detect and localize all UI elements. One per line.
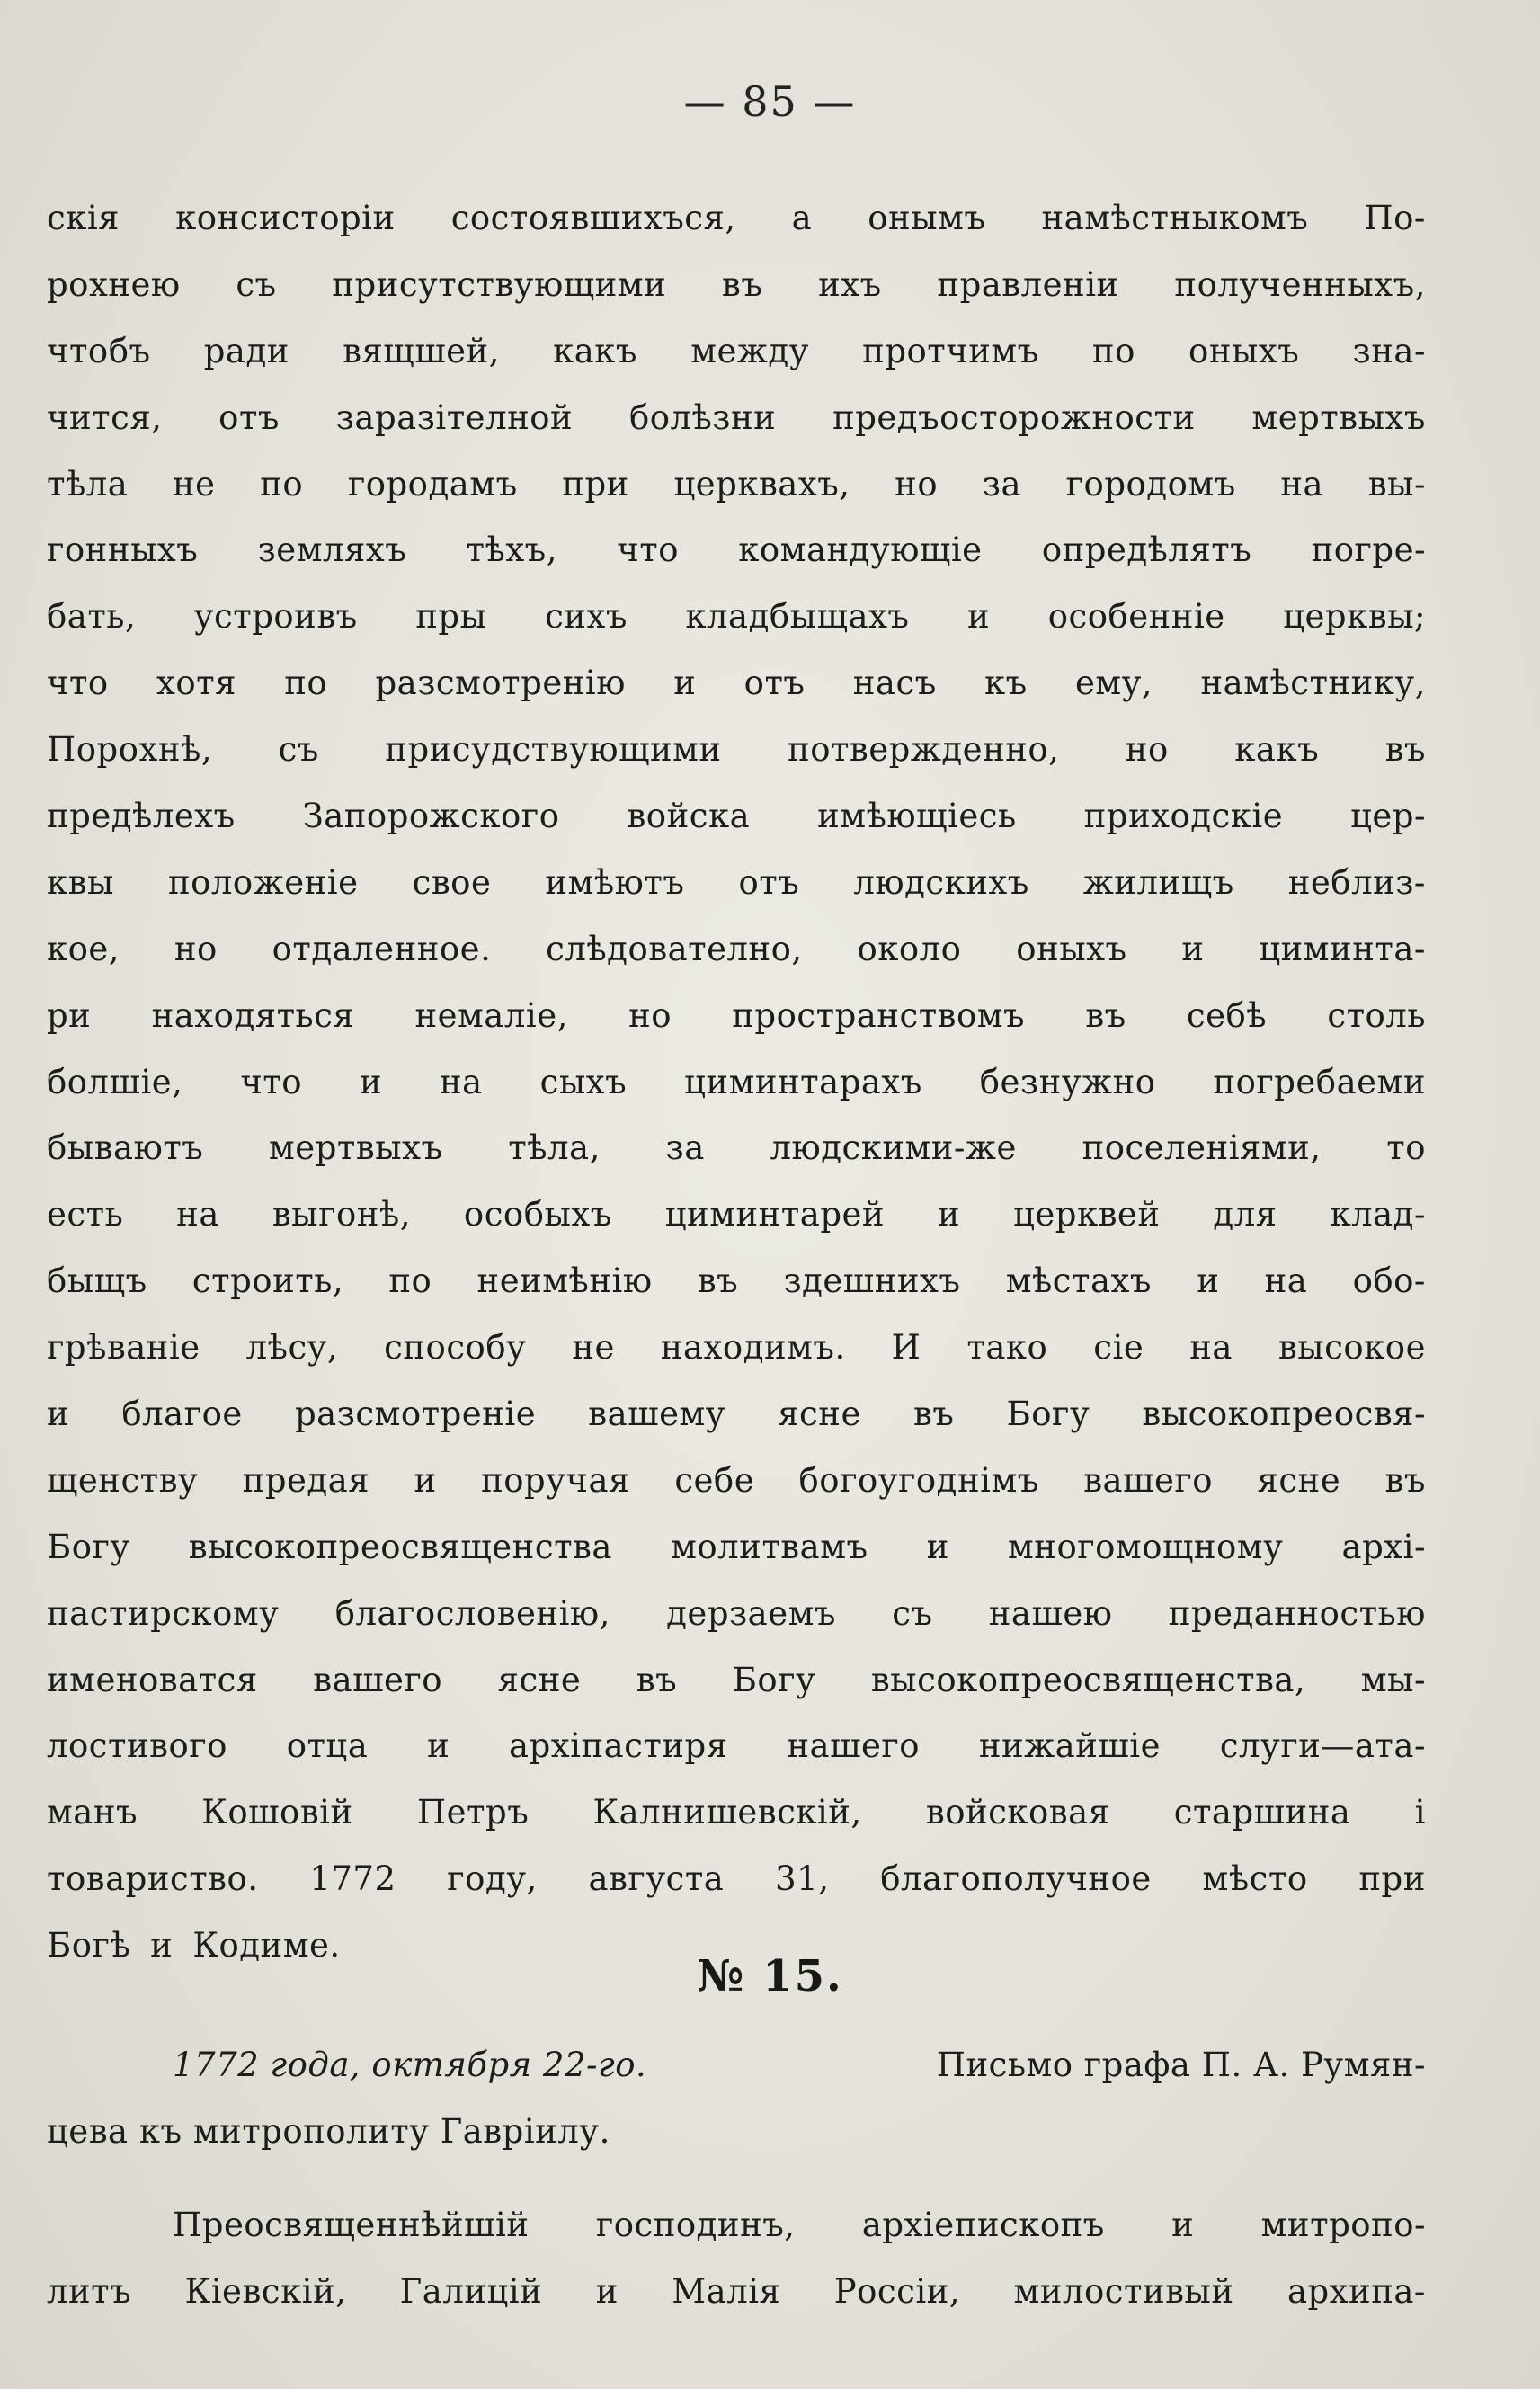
body-line: пастирскому благословенію, дерзаемъ съ нашею преданностью: [47, 1593, 1426, 1633]
body-line: Богу высокопреосвященства молитвамъ и многомощному архі-: [47, 1527, 1426, 1566]
body-line: болшіе, что и на сыхъ циминтарахъ безнужно погребаеми: [47, 1062, 1426, 1101]
body-line: Богѣ и Кодиме.: [47, 1926, 341, 1966]
body-line: тѣла не по городамъ при церквахъ, но за городомъ на вы-: [47, 464, 1426, 504]
letter-text: [47, 2192, 1426, 2325]
letter-line: литъ Кіевскій, Галицій и Малія Россіи, милостивый архипа-: [47, 2272, 1426, 2311]
intro-date: 1772 года, октября 22-го.: [173, 2046, 647, 2084]
body-line: рохнею съ присутствующими въ ихъ правленіи полученныхъ,: [47, 264, 1426, 304]
body-line: товариство. 1772 году, августа 31, благополучное мѣсто при: [47, 1859, 1426, 1899]
body-line: быщъ строить, по неимѣнію въ здешнихъ мѣстахъ и на обо-: [47, 1261, 1426, 1301]
body-line: и благое разсмотреніе вашему ясне въ Богу высокопреосвя-: [47, 1395, 1426, 1434]
intro-title: Письмо графа П. А. Румян-: [936, 2046, 1426, 2084]
body-line: манъ Кошовій Петръ Калнишевскій, войсковая старшина і: [47, 1793, 1426, 1832]
body-line: предѣлехъ Запорожского войска имѣющіесь приходскіе цер-: [47, 797, 1426, 836]
body-line: скія консисторіи состоявшихъся, а онымъ намѣстныкомъ По-: [47, 199, 1426, 237]
paragraph-gap: [47, 2165, 1426, 2192]
body-line: чится, отъ заразітелной болѣзни предъосторожности мертвыхъ: [47, 397, 1426, 437]
body-line: квы положеніе свое имѣютъ отъ людскихъ жилищъ неблиз-: [47, 862, 1426, 902]
body-line: щенству предая и поручая себе богоугоднімъ вашего ясне въ: [47, 1460, 1426, 1500]
document-heading: № 15.: [697, 1951, 843, 2001]
intro-line-1: [47, 2032, 1426, 2099]
body-line: что хотя по разсмотренію и отъ насъ къ ему, намѣстнику,: [47, 664, 1426, 703]
body-line: именоватся вашего ясне въ Богу высокопреосвященства, мы-: [47, 1660, 1426, 1699]
body-line: Порохнѣ, съ присудствующими потвержденно, но какъ въ: [47, 730, 1426, 770]
body-line: ри находяться немаліе, но пространствомъ въ себѣ столь: [47, 995, 1426, 1035]
page-number: — 85 —: [683, 77, 857, 126]
body-line: гонныхъ земляхъ тѣхъ, что командующіе опредѣлятъ погре-: [47, 530, 1426, 570]
document-15-text: [47, 2032, 1426, 2325]
body-text: [47, 185, 1426, 1979]
body-line: кое, но отдаленное. слѣдователно, около оныхъ и циминта-: [47, 929, 1426, 968]
body-line: бать, устроивъ пры сихъ кладбыщахъ и особенніе церквы;: [47, 597, 1426, 637]
body-line: лостивого отца и архіпастиря нашего нижайшіе слуги—ата-: [47, 1726, 1426, 1766]
body-line: бываютъ мертвыхъ тѣла, за людскими-же поселеніями, то: [47, 1128, 1426, 1168]
intro-line-2: [47, 2099, 1426, 2165]
body-line: чтобъ ради вящшей, какъ между протчимъ по оныхъ зна-: [47, 331, 1426, 370]
body-line: грѣваніе лѣсу, способу не находимъ. И тако сіе на высокое: [47, 1328, 1426, 1368]
letter-line: Преосвященнѣйшій господинъ, архіепископъ и митропо-: [173, 2206, 1426, 2244]
body-line: есть на выгонѣ, особыхъ циминтарей и церквей для клад-: [47, 1195, 1426, 1235]
intro-title-continued: цева къ митрополиту Гавріилу.: [47, 2112, 610, 2151]
